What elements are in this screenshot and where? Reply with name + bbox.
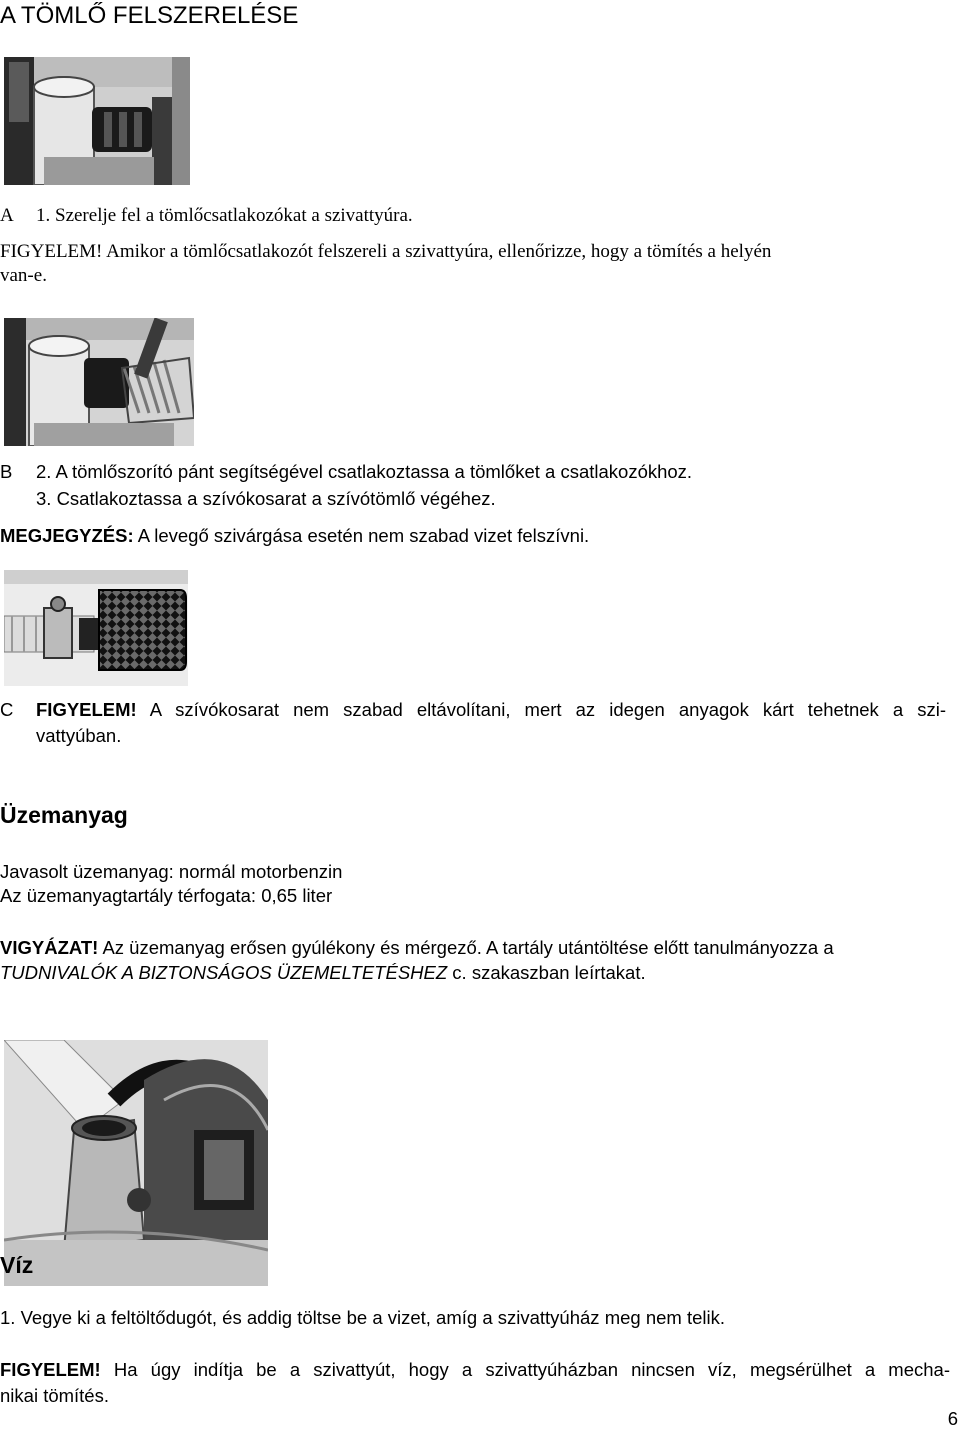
warning-a-line2: van-e. [0, 265, 47, 286]
fuel-warning-line1 [0, 936, 834, 960]
fuel-warning-rest: c. szakaszban leírtakat. [447, 962, 646, 983]
warning-a-label: FIGYELEM! [0, 241, 103, 262]
note-b-text: A levegő szivárgása esetén nem szabad vizet felszívni. [133, 525, 590, 546]
water-warning-line1 [0, 1358, 950, 1382]
page-number: 6 [947, 1408, 958, 1429]
note-b [0, 524, 589, 548]
fuel-line1: Javasolt üzemanyag: normál motorbenzin [0, 861, 343, 882]
step-b-item3: 3. Csatlakoztassa a szívókosarat a szívótömlő végéhez. [36, 488, 496, 509]
step-b-item2: 2. A tömlőszorító pánt segítségével csatlakoztassa a tömlőket a csatlakozókhoz. [36, 461, 693, 482]
step-c-line1 [36, 698, 946, 722]
step-c-text: A szívókosarat nem szabad eltávolítani, mert az idegen anyagok kárt tehetnek a szi- [136, 699, 946, 720]
fuel-warning-line2 [0, 961, 646, 985]
water-warning-text: Ha úgy indítja be a szivattyút, hogy a szivattyúházban nincsen víz, megsérülhet a mecha- [100, 1359, 950, 1380]
photo-hose-clamp [4, 318, 194, 446]
step-b-letter: B [0, 461, 13, 482]
page-title: A TÖMLŐ FELSZERELÉSE [0, 2, 299, 29]
photo-filling-port [4, 1040, 268, 1286]
water-warning-label: FIGYELEM! [0, 1359, 101, 1380]
warning-a-text: Amikor a tömlőcsatlakozót felszereli a szivattyúra, ellenőrizze, hogy a tömítés a helyén [102, 241, 772, 262]
warning-a-line1 [0, 240, 771, 264]
note-b-label: MEGJEGYZÉS: [0, 525, 134, 546]
photo-suction-strainer [4, 570, 188, 686]
step-c-line2: vattyúban. [36, 725, 122, 746]
step-c-label: FIGYELEM! [36, 699, 137, 720]
step-a-letter: A [0, 205, 14, 226]
step-c-letter: C [0, 699, 14, 720]
water-heading: Víz [0, 1252, 34, 1278]
fuel-warning-label: VIGYÁZAT! [0, 937, 99, 958]
fuel-heading: Üzemanyag [0, 802, 128, 828]
step-a-text: 1. Szerelje fel a tömlőcsatlakozókat a szivattyúra. [36, 205, 413, 226]
photo-hose-connector [4, 57, 190, 185]
fuel-warning-text: Az üzemanyag erősen gyúlékony és mérgező. A tartály utántöltése előtt tanulmányozza a [98, 937, 834, 958]
fuel-line2: Az üzemanyagtartály térfogata: 0,65 liter [0, 885, 333, 906]
water-item1: 1. Vegye ki a feltöltődugót, és addig töltse be a vizet, amíg a szivattyúház meg nem telik. [0, 1307, 725, 1328]
water-warning-line2: nikai tömítés. [0, 1385, 109, 1406]
fuel-warning-italic: TUDNIVALÓK A BIZTONSÁGOS ÜZEMELTETÉSHEZ [0, 962, 448, 983]
